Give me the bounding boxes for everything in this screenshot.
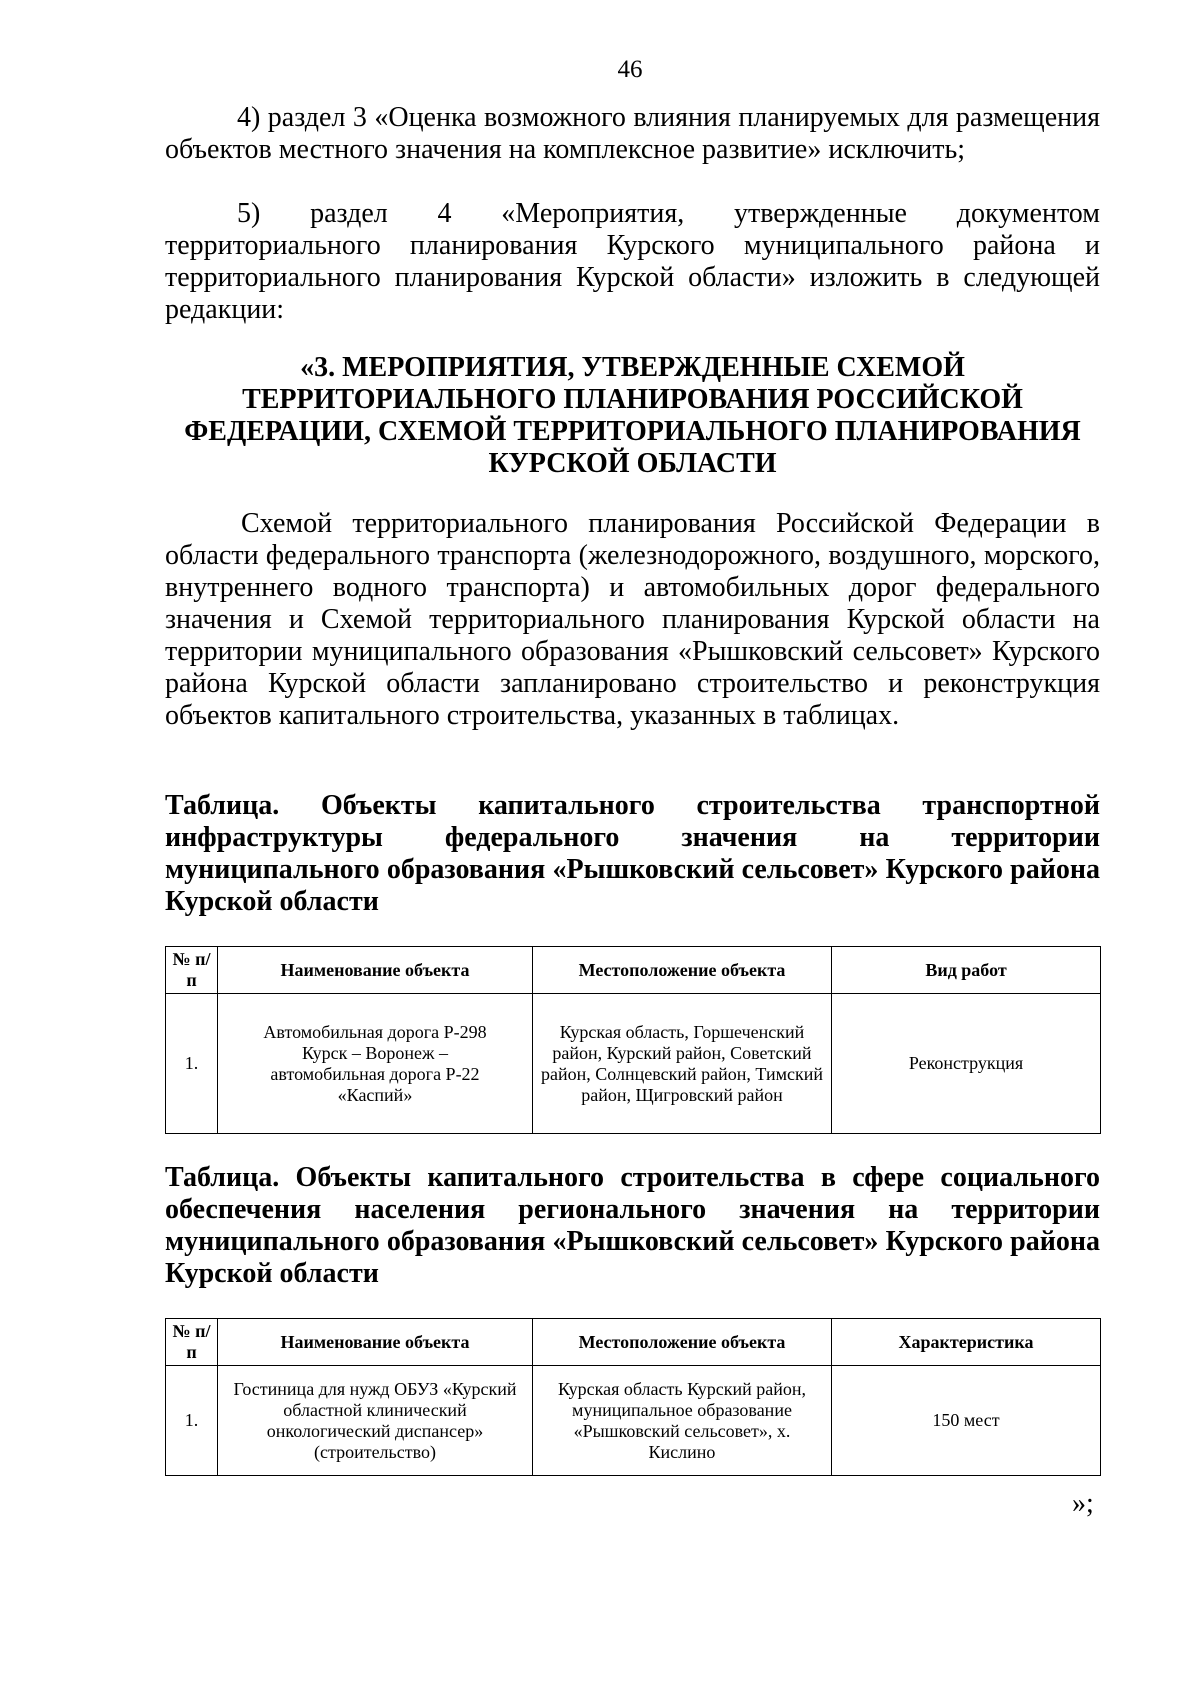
table2-caption: Таблица. Объекты капитального строительства в сфере социального обеспечения населения регионального значения на территории муниципального образования «Рышковский сельсовет» Курского района Курской области <box>165 1162 1100 1289</box>
row-num: 1. <box>166 994 218 1134</box>
item-4-paragraph: 4) раздел 3 «Оценка возможного влияния планируемых для размещения объектов местного значения на комплексное развитие» исключить; <box>165 102 1100 165</box>
social-objects-table <box>165 1318 1101 1476</box>
row-location: Курская область Курский район, муниципальное образование «Рышковский сельсовет», х. Кислино <box>533 1366 832 1476</box>
column-header-characteristic: Характеристика <box>832 1319 1101 1366</box>
table-row <box>166 1366 1101 1476</box>
table-header-row <box>166 1319 1101 1366</box>
column-header-work: Вид работ <box>832 947 1101 994</box>
column-header-name: Наименование объекта <box>218 1319 533 1366</box>
column-header-num: № п/п <box>166 947 218 994</box>
row-object-name: Автомобильная дорога Р-298 Курск – Воронеж – автомобильная дорога Р-22 «Каспий» <box>218 994 533 1134</box>
intro-paragraph: Схемой территориального планирования Российской Федерации в области федерального транспорта (железнодорожного, воздушного, морского, внутреннего водного транспорта) и автомобильных дорог федерального значения и Схемой территориального планирования Курской области на территории муниципального образования «Рышковский сельсовет» Курского района Курской области запланировано строительство и реконструкция объектов капитального строительства, указанных в таблицах. <box>165 508 1100 731</box>
item-5-paragraph: 5) раздел 4 «Мероприятия, утвержденные документом территориального планирования Курского муниципального района и территориального планирования Курской области» изложить в следующей редакции: <box>165 198 1100 325</box>
table-row <box>166 994 1101 1134</box>
row-work-type: Реконструкция <box>832 994 1101 1134</box>
column-header-num: № п/п <box>166 1319 218 1366</box>
row-object-name: Гостиница для нужд ОБУЗ «Курский областной клинический онкологический диспансер» (строительство) <box>218 1366 533 1476</box>
column-header-location: Местоположение объекта <box>533 1319 832 1366</box>
row-characteristic: 150 мест <box>832 1366 1101 1476</box>
row-num: 1. <box>166 1366 218 1476</box>
column-header-location: Местоположение объекта <box>533 947 832 994</box>
row-location: Курская область, Горшеченский район, Курский район, Советский район, Солнцевский район, Тимский район, Щигровский район <box>533 994 832 1134</box>
column-header-name: Наименование объекта <box>218 947 533 994</box>
closing-quote-mark: »; <box>1072 1488 1094 1519</box>
section-heading: «3. МЕРОПРИЯТИЯ, УТВЕРЖДЕННЫЕ СХЕМОЙ ТЕРРИТОРИАЛЬНОГО ПЛАНИРОВАНИЯ РОССИЙСКОЙ ФЕДЕРАЦИИ, СХЕМОЙ ТЕРРИТОРИАЛЬНОГО ПЛАНИРОВАНИЯ КУРСКОЙ ОБЛАСТИ <box>184 352 1081 479</box>
table-header-row <box>166 947 1101 994</box>
table1-caption: Таблица. Объекты капитального строительства транспортной инфраструктуры федерального значения на территории муниципального образования «Рышковский сельсовет» Курского района Курской области <box>165 790 1100 917</box>
page-number: 46 <box>617 56 643 83</box>
transport-objects-table <box>165 946 1101 1134</box>
